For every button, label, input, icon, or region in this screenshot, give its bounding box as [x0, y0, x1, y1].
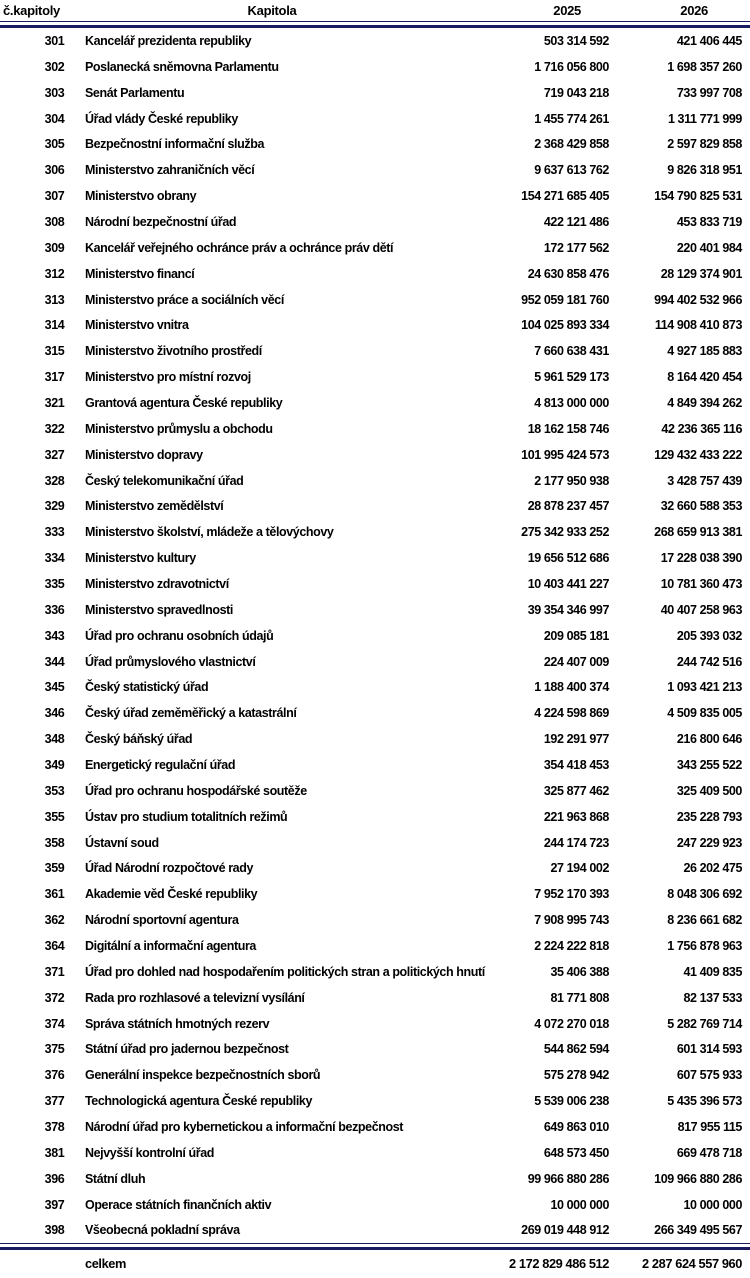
table-row [0, 364, 750, 390]
table-row [0, 28, 750, 54]
value-2026-cell: 4 509 835 005 [667, 706, 742, 721]
table-row [0, 80, 750, 106]
chapter-name-cell: Senát Parlamentu [85, 85, 185, 100]
value-2025-cell: 5 961 529 173 [534, 370, 609, 385]
chapter-name-cell: Všeobecná pokladní správa [85, 1223, 240, 1238]
table-row [0, 674, 750, 700]
header-year-2025: 2025 [553, 3, 581, 18]
value-2026-cell: 994 402 532 966 [654, 292, 742, 307]
value-2025-cell: 99 966 880 286 [527, 1171, 609, 1186]
value-2026-cell: 9 826 318 951 [667, 163, 742, 178]
value-2026-cell: 4 927 185 883 [667, 344, 742, 359]
chapter-name-cell: Český statistický úřad [85, 680, 209, 695]
value-2025-cell: 172 177 562 [543, 240, 609, 255]
table-row [0, 1037, 750, 1063]
table-row [0, 338, 750, 364]
value-2025-cell: 2 177 950 938 [534, 473, 609, 488]
chapter-number-cell: 329 [44, 499, 65, 514]
table-row [0, 804, 750, 830]
chapter-number-cell: 334 [44, 551, 65, 566]
value-2026-cell: 669 478 718 [676, 1145, 742, 1160]
value-2026-cell: 244 742 516 [676, 654, 742, 669]
value-2026-cell: 82 137 533 [683, 990, 742, 1005]
chapter-name-cell: Úřad pro ochranu osobních údajů [85, 628, 274, 643]
table-row [0, 106, 750, 132]
table-row [0, 54, 750, 80]
value-2025-cell: 10 403 441 227 [527, 576, 609, 591]
table-row [0, 261, 750, 287]
value-2025-cell: 244 174 723 [543, 835, 609, 850]
chapter-name-cell: Úřad pro ochranu hospodářské soutěže [85, 783, 307, 798]
value-2025-cell: 7 908 995 743 [534, 913, 609, 928]
header-chapter-number: č.kapitoly [3, 3, 60, 18]
chapter-name-cell: Ministerstvo zahraničních věcí [85, 163, 255, 178]
chapter-number-cell: 353 [44, 783, 65, 798]
value-2025-cell: 1 716 056 800 [534, 59, 609, 74]
chapter-name-cell: Státní dluh [85, 1171, 146, 1186]
table-row [0, 312, 750, 338]
chapter-number-cell: 345 [44, 680, 65, 695]
chapter-number-cell: 371 [44, 964, 65, 979]
table-row [0, 1114, 750, 1140]
chapter-name-cell: Ministerstvo vnitra [85, 318, 189, 333]
value-2026-cell: 453 833 719 [676, 214, 742, 229]
value-2025-cell: 19 656 512 686 [527, 551, 609, 566]
value-2025-cell: 575 278 942 [543, 1068, 609, 1083]
chapter-number-cell: 328 [44, 473, 65, 488]
table-row [0, 545, 750, 571]
table-row [0, 390, 750, 416]
chapter-name-cell: Ministerstvo spravedlnosti [85, 602, 233, 617]
value-2025-cell: 81 771 808 [550, 990, 609, 1005]
chapter-number-cell: 307 [44, 189, 65, 204]
table-row [0, 1218, 750, 1244]
value-2026-cell: 343 255 522 [676, 757, 742, 772]
value-2025-cell: 719 043 218 [543, 85, 609, 100]
value-2026-cell: 3 428 757 439 [667, 473, 742, 488]
chapter-name-cell: Ministerstvo průmyslu a obchodu [85, 421, 273, 436]
table-row [0, 1088, 750, 1114]
chapter-number-cell: 349 [44, 757, 65, 772]
chapter-number-cell: 348 [44, 732, 65, 747]
chapter-name-cell: Operace státních finančních aktiv [85, 1197, 272, 1212]
table-row [0, 597, 750, 623]
chapter-name-cell: Ústavní soud [85, 835, 159, 850]
value-2025-cell: 649 863 010 [543, 1120, 609, 1135]
value-2025-cell: 952 059 181 760 [521, 292, 609, 307]
value-2026-cell: 154 790 825 531 [654, 189, 742, 204]
chapter-number-cell: 344 [44, 654, 65, 669]
header-divider-double-rule [0, 21, 750, 28]
table-row [0, 493, 750, 519]
value-2025-cell: 224 407 009 [543, 654, 609, 669]
value-2026-cell: 114 908 410 873 [654, 318, 742, 333]
chapter-number-cell: 377 [44, 1094, 65, 1109]
value-2025-cell: 325 877 462 [543, 783, 609, 798]
value-2025-cell: 1 455 774 261 [534, 111, 609, 126]
chapter-number-cell: 304 [44, 111, 65, 126]
chapter-name-cell: Ministerstvo životního prostředí [85, 344, 262, 359]
chapter-number-cell: 378 [44, 1120, 65, 1135]
table-row [0, 468, 750, 494]
table-row [0, 1062, 750, 1088]
table-row [0, 778, 750, 804]
value-2025-cell: 2 368 429 858 [534, 137, 609, 152]
table-row [0, 235, 750, 261]
chapter-name-cell: Ministerstvo školství, mládeže a tělovýchovy [85, 525, 334, 540]
value-2026-cell: 205 393 032 [676, 628, 742, 643]
value-2025-cell: 7 660 638 431 [534, 344, 609, 359]
total-row [0, 1250, 750, 1277]
value-2026-cell: 8 048 306 692 [667, 887, 742, 902]
chapter-name-cell: Grantová agentura České republiky [85, 395, 283, 410]
table-row [0, 830, 750, 856]
chapter-name-cell: Národní bezpečnostní úřad [85, 214, 237, 229]
total-value-2026: 2 287 624 557 960 [642, 1256, 742, 1272]
chapter-name-cell: Akademie věd České republiky [85, 887, 258, 902]
chapter-number-cell: 362 [44, 913, 65, 928]
value-2025-cell: 10 000 000 [550, 1197, 609, 1212]
value-2026-cell: 817 955 115 [677, 1120, 742, 1135]
value-2026-cell: 1 093 421 213 [667, 680, 742, 695]
value-2025-cell: 35 406 388 [550, 964, 609, 979]
chapter-name-cell: Bezpečnostní informační služba [85, 137, 265, 152]
table-row [0, 1192, 750, 1218]
chapter-name-cell: Úřad Národní rozpočtové rady [85, 861, 253, 876]
value-2026-cell: 32 660 588 353 [660, 499, 742, 514]
chapter-number-cell: 308 [44, 214, 65, 229]
value-2026-cell: 129 432 433 222 [654, 447, 742, 462]
value-2025-cell: 422 121 486 [543, 214, 609, 229]
table-row [0, 1011, 750, 1037]
chapter-name-cell: Úřad vlády České republiky [85, 111, 238, 126]
chapter-name-cell: Kancelář veřejného ochránce práv a ochránce práv dětí [85, 240, 394, 255]
value-2025-cell: 5 539 006 238 [534, 1094, 609, 1109]
table-row [0, 157, 750, 183]
table-row [0, 442, 750, 468]
table-row [0, 752, 750, 778]
table-row [0, 856, 750, 882]
value-2026-cell: 5 282 769 714 [667, 1016, 742, 1031]
chapter-name-cell: Český telekomunikační úřad [85, 473, 244, 488]
value-2026-cell: 10 000 000 [683, 1197, 742, 1212]
value-2026-cell: 17 228 038 390 [660, 551, 742, 566]
table-row [0, 985, 750, 1011]
table-row [0, 183, 750, 209]
value-2026-cell: 8 164 420 454 [667, 370, 742, 385]
value-2026-cell: 5 435 396 573 [667, 1094, 742, 1109]
chapter-number-cell: 343 [44, 628, 65, 643]
chapter-name-cell: Český úřad zeměměřický a katastrální [85, 706, 297, 721]
table-row [0, 907, 750, 933]
table-row [0, 131, 750, 157]
chapter-number-cell: 397 [44, 1197, 65, 1212]
chapter-number-cell: 315 [44, 344, 65, 359]
value-2026-cell: 1 311 771 999 [667, 111, 742, 126]
header-chapter-name: Kapitola [247, 3, 297, 18]
chapter-name-cell: Ministerstvo práce a sociálních věcí [85, 292, 284, 307]
chapter-name-cell: Ministerstvo kultury [85, 551, 196, 566]
chapter-number-cell: 359 [44, 861, 65, 876]
chapter-number-cell: 302 [44, 59, 65, 74]
chapter-number-cell: 364 [44, 939, 65, 953]
chapter-name-cell: Ministerstvo financí [85, 266, 195, 281]
total-label: celkem [85, 1256, 127, 1272]
chapter-number-cell: 313 [44, 292, 65, 307]
chapter-name-cell: Úřad pro dohled nad hospodařením politických stran a politických hnutí [85, 964, 485, 979]
chapter-name-cell: Ministerstvo dopravy [85, 447, 203, 462]
chapter-number-cell: 355 [44, 809, 65, 824]
value-2025-cell: 4 813 000 000 [534, 395, 609, 410]
value-2026-cell: 268 659 913 381 [654, 525, 742, 540]
value-2026-cell: 1 698 357 260 [667, 59, 742, 74]
total-value-2025: 2 172 829 486 512 [509, 1256, 609, 1272]
chapter-name-cell: Ministerstvo pro místní rozvoj [85, 370, 251, 385]
chapter-number-cell: 375 [44, 1042, 65, 1057]
chapter-number-cell: 381 [44, 1145, 65, 1160]
value-2025-cell: 1 188 400 374 [534, 680, 609, 695]
value-2026-cell: 607 575 933 [676, 1068, 742, 1083]
chapter-name-cell: Energetický regulační úřad [85, 757, 236, 772]
chapter-number-cell: 312 [44, 266, 65, 281]
value-2025-cell: 269 019 448 912 [521, 1223, 609, 1238]
table-row [0, 700, 750, 726]
value-2026-cell: 10 781 360 473 [660, 576, 742, 591]
value-2025-cell: 154 271 685 405 [521, 189, 609, 204]
chapter-number-cell: 361 [44, 887, 65, 902]
value-2026-cell: 733 997 708 [676, 85, 742, 100]
table-row [0, 933, 750, 959]
value-2026-cell: 40 407 258 963 [660, 602, 742, 617]
value-2025-cell: 9 637 613 762 [534, 163, 609, 178]
chapter-name-cell: Technologická agentura České republiky [85, 1094, 313, 1109]
value-2026-cell: 41 409 835 [683, 964, 742, 979]
value-2025-cell: 27 194 002 [550, 861, 609, 876]
value-2026-cell: 266 349 495 567 [654, 1223, 742, 1238]
chapter-number-cell: 317 [44, 370, 65, 385]
table-row [0, 287, 750, 313]
chapter-number-cell: 333 [44, 525, 65, 540]
value-2026-cell: 1 756 878 963 [667, 939, 742, 953]
chapter-number-cell: 372 [44, 990, 65, 1005]
table-row [0, 959, 750, 985]
chapter-name-cell: Digitální a informační agentura [85, 939, 256, 953]
chapter-number-cell: 306 [44, 163, 65, 178]
chapter-name-cell: Rada pro rozhlasové a televizní vysílání [85, 990, 305, 1005]
table-row [0, 571, 750, 597]
chapter-name-cell: Generální inspekce bezpečnostních sborů [85, 1068, 321, 1083]
chapter-name-cell: Ministerstvo zemědělství [85, 499, 224, 514]
chapter-number-cell: 358 [44, 835, 65, 850]
chapter-name-cell: Kancelář prezidenta republiky [85, 33, 252, 48]
chapter-number-cell: 398 [44, 1223, 65, 1238]
chapter-number-cell: 336 [44, 602, 65, 617]
chapter-name-cell: Národní sportovní agentura [85, 913, 239, 928]
table-row [0, 209, 750, 235]
chapter-number-cell: 301 [44, 33, 65, 48]
chapter-name-cell: Poslanecká sněmovna Parlamentu [85, 59, 279, 74]
table-row [0, 416, 750, 442]
chapter-number-cell: 376 [44, 1068, 65, 1083]
value-2025-cell: 104 025 893 334 [521, 318, 609, 333]
value-2026-cell: 4 849 394 262 [667, 395, 742, 410]
chapter-name-cell: Ministerstvo obrany [85, 189, 197, 204]
value-2026-cell: 109 966 880 286 [654, 1171, 742, 1186]
value-2025-cell: 4 072 270 018 [534, 1016, 609, 1031]
chapter-number-cell: 327 [44, 447, 65, 462]
value-2026-cell: 601 314 593 [676, 1042, 742, 1057]
chapter-number-cell: 321 [44, 395, 65, 410]
table-row [0, 519, 750, 545]
value-2025-cell: 39 354 346 997 [527, 602, 609, 617]
table-row [0, 881, 750, 907]
table-body [0, 28, 750, 1243]
value-2025-cell: 209 085 181 [543, 628, 609, 643]
chapter-name-cell: Ministerstvo zdravotnictví [85, 576, 229, 591]
chapter-number-cell: 309 [44, 240, 65, 255]
chapter-name-cell: Ústav pro studium totalitních režimů [85, 809, 288, 824]
value-2025-cell: 275 342 933 252 [521, 525, 609, 540]
header-year-2026: 2026 [680, 3, 708, 18]
value-2025-cell: 24 630 858 476 [527, 266, 609, 281]
value-2025-cell: 192 291 977 [543, 732, 609, 747]
value-2025-cell: 221 963 868 [543, 809, 609, 824]
value-2025-cell: 7 952 170 393 [534, 887, 609, 902]
chapter-number-cell: 346 [44, 706, 65, 721]
chapter-number-cell: 335 [44, 576, 65, 591]
value-2025-cell: 4 224 598 869 [534, 706, 609, 721]
table-row [0, 623, 750, 649]
value-2026-cell: 220 401 984 [676, 240, 742, 255]
table-header-row [0, 0, 750, 21]
value-2026-cell: 42 236 365 116 [661, 421, 742, 436]
chapter-name-cell: Český báňský úřad [85, 732, 193, 747]
chapter-name-cell: Úřad průmyslového vlastnictví [85, 654, 256, 669]
value-2025-cell: 503 314 592 [543, 33, 609, 48]
chapter-number-cell: 303 [44, 85, 65, 100]
chapter-number-cell: 305 [44, 137, 65, 152]
value-2026-cell: 216 800 646 [676, 732, 742, 747]
value-2026-cell: 247 229 923 [676, 835, 742, 850]
value-2025-cell: 18 162 158 746 [527, 421, 609, 436]
chapter-number-cell: 322 [44, 421, 65, 436]
value-2025-cell: 2 224 222 818 [534, 939, 609, 953]
value-2025-cell: 648 573 450 [543, 1145, 609, 1160]
value-2026-cell: 28 129 374 901 [660, 266, 742, 281]
value-2026-cell: 325 409 500 [676, 783, 742, 798]
total-divider-double-rule [0, 1243, 750, 1250]
value-2025-cell: 544 862 594 [543, 1042, 609, 1057]
value-2026-cell: 235 228 793 [676, 809, 742, 824]
value-2025-cell: 354 418 453 [543, 757, 609, 772]
value-2026-cell: 26 202 475 [683, 861, 742, 876]
table-row [0, 1166, 750, 1192]
value-2025-cell: 101 995 424 573 [521, 447, 609, 462]
chapter-number-cell: 314 [44, 318, 65, 333]
chapter-number-cell: 374 [44, 1016, 65, 1031]
chapter-name-cell: Správa státních hmotných rezerv [85, 1016, 270, 1031]
chapter-name-cell: Nejvyšší kontrolní úřad [85, 1145, 215, 1160]
table-row [0, 726, 750, 752]
chapter-number-cell: 396 [44, 1171, 65, 1186]
table-row [0, 1140, 750, 1166]
chapter-name-cell: Národní úřad pro kybernetickou a informační bezpečnost [85, 1120, 404, 1135]
value-2026-cell: 8 236 661 682 [667, 913, 742, 928]
value-2026-cell: 421 406 445 [676, 33, 742, 48]
value-2026-cell: 2 597 829 858 [667, 137, 742, 152]
value-2025-cell: 28 878 237 457 [527, 499, 609, 514]
table-row [0, 649, 750, 675]
chapter-name-cell: Státní úřad pro jadernou bezpečnost [85, 1042, 289, 1057]
